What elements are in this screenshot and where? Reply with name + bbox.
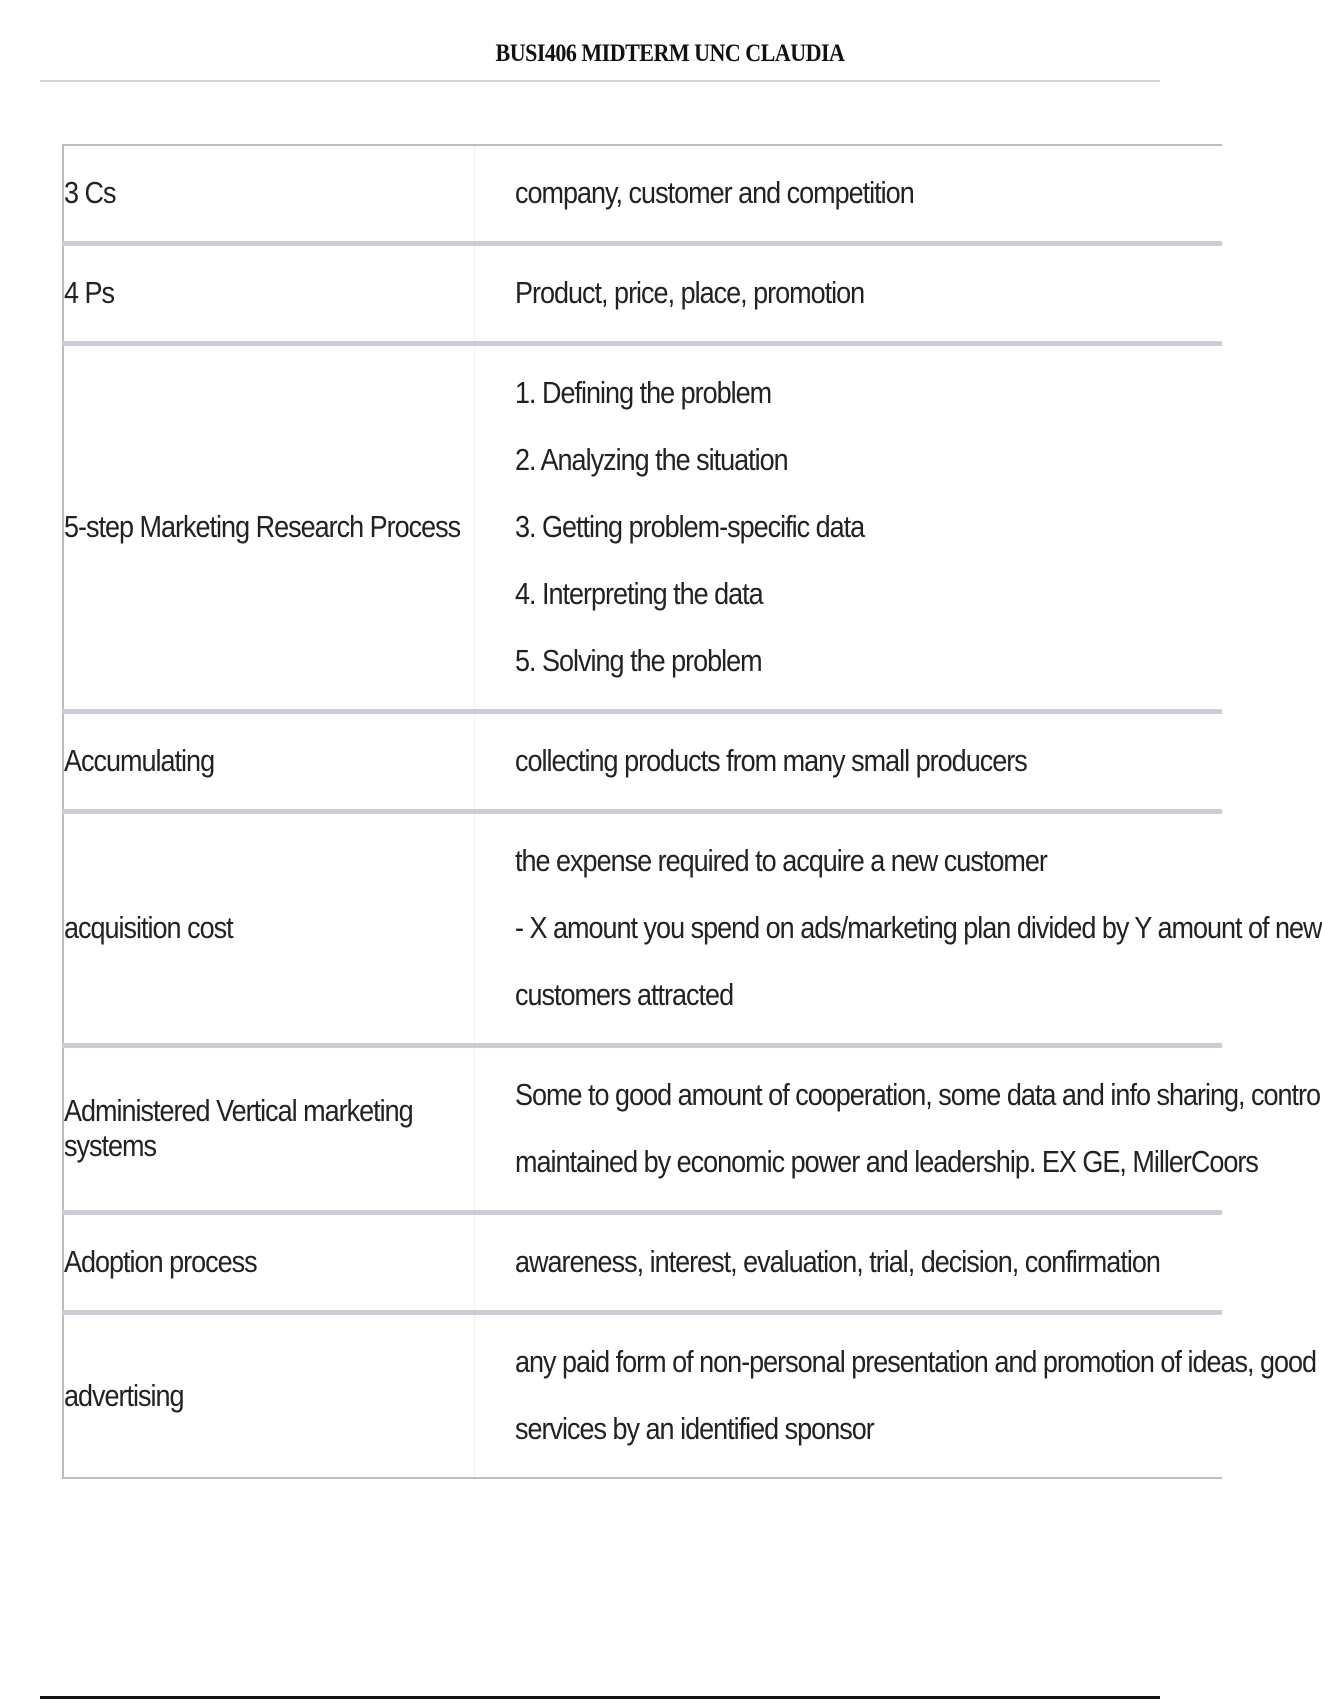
definition-line: company, customer and competition (515, 176, 914, 210)
table-row (63, 1313, 1222, 1479)
definition-cell (475, 1313, 1317, 1479)
term-cell (63, 812, 475, 1046)
definition-line: Product, price, place, promotion (515, 276, 865, 310)
definition-cell (475, 145, 1223, 244)
definition-line: collecting products from many small producers (515, 744, 1027, 778)
definition-line: 4. Interpreting the data (515, 577, 763, 611)
table-row (63, 344, 1222, 712)
term-cell (63, 344, 475, 712)
definition-line: 1. Defining the problem (515, 376, 772, 410)
definition-line: awareness, interest, evaluation, trial, decision, confirmation (515, 1245, 1160, 1279)
definition-line: Some to good amount of cooperation, some data and info sharing, contro (515, 1078, 1321, 1112)
definition-cell (475, 712, 1223, 812)
definition-line: 2. Analyzing the situation (515, 443, 788, 477)
definition-cell (475, 1046, 1321, 1213)
definition-line: maintained by economic power and leadership. EX GE, MillerCoors (515, 1145, 1258, 1179)
terms-table-container (62, 144, 1322, 1479)
definition-cell (475, 344, 1223, 712)
definition-line: - X amount you spend on ads/marketing plan divided by Y amount of new (515, 911, 1322, 945)
definition-line: 3. Getting problem-specific data (515, 510, 865, 544)
definition-line: any paid form of non-personal presentation and promotion of ideas, good (515, 1345, 1317, 1379)
definition-cell (475, 244, 1223, 344)
definition-line: services by an identified sponsor (515, 1412, 874, 1446)
term-text: Accumulating (64, 744, 215, 778)
table-row (63, 145, 1222, 244)
term-cell (63, 1313, 475, 1479)
definition-line: 5. Solving the problem (515, 644, 762, 678)
term-text: 3 Cs (64, 176, 116, 210)
term-cell (63, 244, 475, 344)
term-text: 5-step Marketing Research Process (64, 510, 461, 544)
definition-line: customers attracted (515, 978, 734, 1012)
document-title: BUSI406 MIDTERM UNC CLAUDIA (495, 38, 845, 67)
term-cell (63, 1046, 475, 1213)
definition-line: the expense required to acquire a new customer (515, 844, 1047, 878)
table-row (63, 1213, 1222, 1313)
definition-cell (475, 1213, 1223, 1313)
definition-cell (475, 812, 1322, 1046)
term-cell (63, 1213, 475, 1313)
table-row (63, 244, 1222, 344)
term-cell (63, 145, 475, 244)
table-row (63, 712, 1222, 812)
footer-divider (40, 1696, 1160, 1699)
page-header (40, 0, 1160, 82)
term-text: Adoption process (64, 1245, 257, 1279)
term-text: acquisition cost (64, 911, 233, 945)
term-cell (63, 712, 475, 812)
table-row (63, 812, 1222, 1046)
table-row (63, 1046, 1222, 1213)
term-text: Administered Vertical marketing systems (64, 1094, 413, 1163)
term-text: advertising (64, 1378, 184, 1413)
terms-table (62, 144, 1322, 1479)
term-text: 4 Ps (64, 276, 115, 310)
